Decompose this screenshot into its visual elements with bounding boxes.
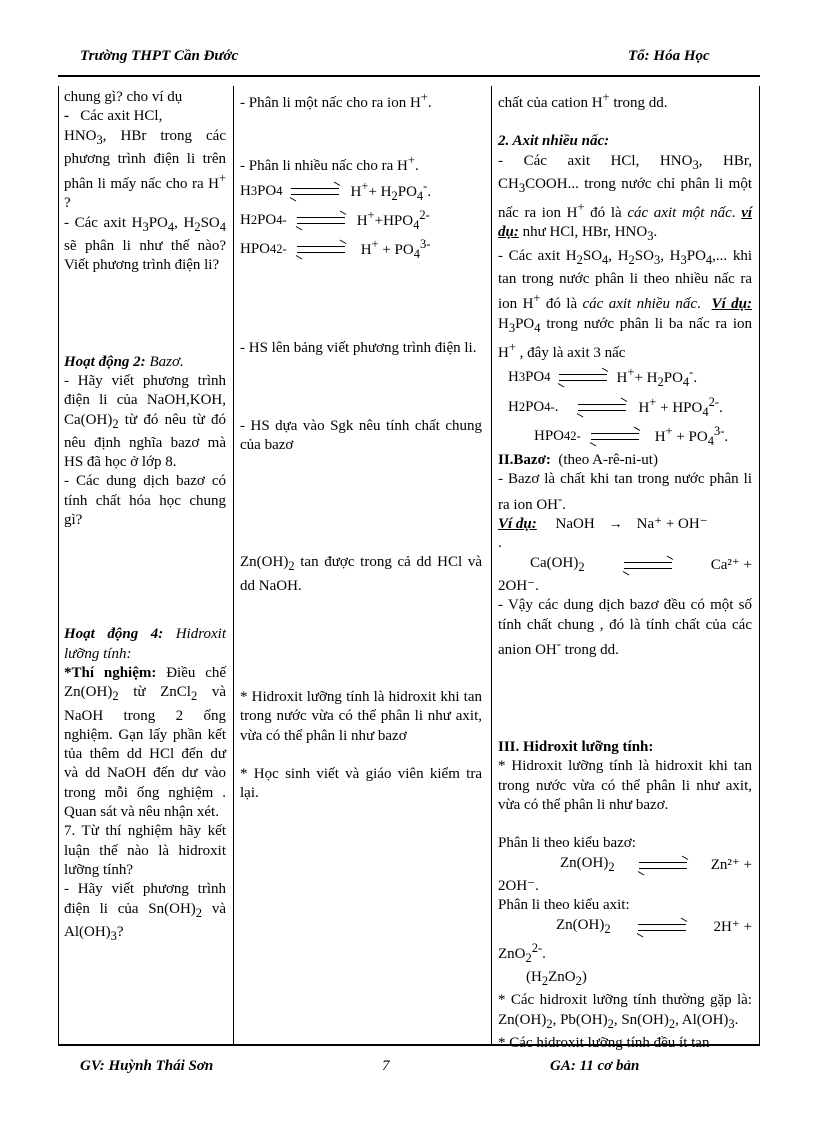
page-number: 7 <box>382 1058 390 1074</box>
text: * Hidroxit lưỡng tính là hidroxit khi tan trong nước vừa có thể phân li như axit, vừa có thể phân li như bazơ <box>240 688 482 744</box>
text: $(H_2ZnO_2)$ <box>526 969 587 989</box>
table-border-left <box>58 86 59 1044</box>
text: Phân li theo kiểu bazơ: <box>498 835 636 852</box>
equation-zn-acid: $Zn(OH)_2$ 2H⁺ + <box>556 916 752 936</box>
text: * Học sinh viết và giáo viên kiểm tra lại. <box>240 765 482 802</box>
equation-naoh: Ví dụ: NaOH → Na⁺ + OH⁻ <box>498 516 708 533</box>
text: . <box>498 535 502 552</box>
text: - Hãy viết phương trình điện li của NaOH,KOH, $Ca(OH)_2$ từ đó nêu từ đó nêu định nghĩa bazơ mà HS đã học ở lớp 8. <box>64 372 226 471</box>
school-name: Trường THPT Cần Đước <box>80 48 239 64</box>
table-border-2 <box>491 86 492 1044</box>
activity-4-heading: Hoạt động 4: Hidroxit lưỡng tính: <box>64 626 226 662</box>
text: *Thí nghiệm: Điều chế $Zn(OH)_2$ từ ZnCl$_2$ và NaOH trong 2 ống nghiệm. Gạn lấy phần kết tủa thêm dd HCl đến dư và dd NaOH đến dư vào trong mỗi ống nghiệm . Quan sát và nêu nhận xét. <box>64 664 227 821</box>
section-2-title: 2. Axit nhiều nấc: <box>498 133 610 150</box>
text: 2OH⁻. <box>498 577 539 594</box>
student-column <box>240 88 482 803</box>
header-rule <box>58 75 760 77</box>
equation-2: H 2 PO 4 - $H^++HPO_4^{2-}$ <box>240 207 430 232</box>
text: ZnO$_2^{2-}$. <box>498 940 546 965</box>
text: - Các axit HCl, $HNO_3$, HBr, $CH_3COOH$... trong nước chỉ phân li một nấc ra ion H+ đó là các axit một nấc. ví dụ: như HCl, HBr, $HNO_3$. <box>498 152 753 244</box>
teacher-name: GV: Huỳnh Thái Sơn <box>80 1058 214 1074</box>
text: - Hãy viết phương trình điện li của $Sn(OH)_2$ và $Al(OH)_3$? <box>64 881 226 943</box>
equation-5: H 2 PO 4 - . $H^+ + HPO_4^{2-}$. <box>508 394 723 419</box>
text: - Các axit HCl, <box>64 108 163 125</box>
text: - Các axit $H_2SO_4$, $H_2SO_3$, $H_3PO_4$,... khi tan trong nước phân li theo nhiều nấc ra ion H+ đó là các axit nhiều nấc. Ví dụ: $H_3PO_4$ trong nước phân li ba nấc ra ion H+ , đây là axit 3 nấc <box>498 247 753 361</box>
text: chất của cation H+ trong dd. <box>498 90 668 111</box>
equation-3: HPO 4 2- $H^+ + PO_4^{3-}$ <box>240 237 431 262</box>
text: chung gì? cho ví dụ <box>64 89 183 105</box>
text: 2OH⁻. <box>498 877 539 894</box>
text: - Phân li một nấc cho ra ion H+. <box>240 90 432 111</box>
text: * Các hidroxit lưỡng tính thường gặp là: $Zn(OH)_2$, $Pb(OH)_2$, $Sn(OH)_2$, $Al(OH)_3$. <box>498 992 752 1031</box>
department: Tổ: Hóa Học <box>628 48 710 64</box>
table-border-1 <box>233 86 234 1044</box>
activity-2-heading: Hoạt động 2: Bazơ. <box>64 353 184 370</box>
text: - Các dung dịch bazơ có tính chất hóa học chung gì? <box>64 473 226 529</box>
text: - Phân li nhiều nấc cho ra H+. <box>240 153 419 175</box>
table-border-right <box>759 86 760 1044</box>
equation-zn-base: $Zn(OH)_2$ Zn²⁺ + <box>560 854 752 874</box>
teacher-column <box>64 88 226 946</box>
section-4-title: III. Hidroxit lưỡng tính: <box>498 739 654 756</box>
text: $HNO_3$, HBr trong các phương trình điện li trên phân li mấy nấc cho ra H+ ? <box>64 127 226 212</box>
text: - Bazơ là chất khi tan trong nước phân li ra ion OH-. <box>498 471 752 513</box>
content-column <box>498 88 752 1053</box>
text: 7. Từ thí nghiệm hãy kết luận thế nào là hidroxit lưỡng tính? <box>64 823 226 878</box>
text: $Zn(OH)_2$ tan được trong cả dd HCl và dd NaOH. <box>240 554 482 594</box>
text: - Vậy các dung dịch bazơ đều có một số tính chất chung , đó là tính chất của các anion OH- trong dd. <box>498 597 752 658</box>
equation-4: H 3 PO 4 $H^++ H_2PO_4^-$. <box>508 365 698 390</box>
text: - HS lên bảng viết phương trình điện li. <box>240 340 477 357</box>
equation-6: HPO 4 2- $H^+ + PO_4^{3-}$. <box>534 423 729 448</box>
footer-rule <box>58 1044 760 1046</box>
text: * Các hidroxit lưỡng tính đều ít tan <box>498 1034 710 1051</box>
text: - HS dựa vào Sgk nêu tính chất chung của bazơ <box>240 417 482 454</box>
lesson-plan: GA: 11 cơ bản <box>550 1058 640 1074</box>
equation-1: H 3 PO 4 $H^++ H_2PO_4^-$. <box>240 178 432 203</box>
text: * Hidroxit lưỡng tính là hidroxit khi tan trong nước vừa có thể phân li như axit, vừa có thể phân li như bazơ. <box>498 758 752 814</box>
equation-ca: $Ca(OH)_2$ Ca²⁺ + <box>530 554 752 574</box>
section-3-title: II.Bazơ: (theo A-rê-ni-ut) <box>498 452 658 469</box>
text: Phân li theo kiểu axit: <box>498 897 630 914</box>
text: - Các axit $H_3PO_4$, $H_2SO_4$ sẽ phân li như thế nào? Viết phương trình điện li? <box>64 214 226 274</box>
